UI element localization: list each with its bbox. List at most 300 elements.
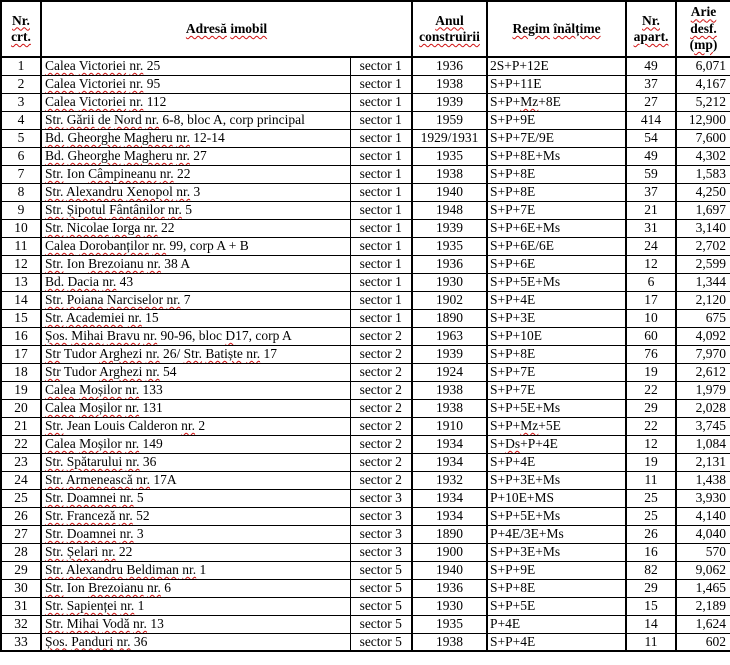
- cell-year: 1924: [412, 363, 487, 381]
- cell-sector: sector 1: [350, 165, 412, 183]
- cell-regim: S+P+Mz+5E: [487, 417, 626, 435]
- spellcheck-underline: Gheorghe: [67, 147, 121, 163]
- spellcheck-underline: Bravu: [106, 327, 140, 343]
- cell-apart: 54: [626, 129, 676, 147]
- table-header: [1, 1, 730, 57]
- spellcheck-underline: Nicolae: [66, 219, 109, 235]
- spellcheck-underline: Calea: [45, 237, 76, 253]
- spellcheck-underline: Brezoianu: [88, 255, 144, 271]
- spellcheck-underline: Bd.: [45, 273, 65, 289]
- cell-nr: 29: [1, 561, 41, 579]
- cell-area: 4,140: [676, 507, 730, 525]
- cell-apart: 22: [626, 381, 676, 399]
- cell-sector: sector 1: [350, 255, 412, 273]
- header-nr-crt: [1, 1, 41, 57]
- spellcheck-underline: Nord: [114, 111, 142, 127]
- table-row: [1, 525, 730, 543]
- cell-apart: 25: [626, 489, 676, 507]
- cell-area: 4,040: [676, 525, 730, 543]
- cell-nr: 14: [1, 291, 41, 309]
- cell-area: 1,583: [676, 165, 730, 183]
- cell-year: 1930: [412, 273, 487, 291]
- cell-area: 675: [676, 309, 730, 327]
- cell-area: 570: [676, 543, 730, 561]
- spellcheck-underline: Str.: [45, 309, 64, 325]
- cell-apart: 11: [626, 633, 676, 651]
- table-row: [1, 633, 730, 651]
- spellcheck-underline: nr.: [125, 399, 140, 415]
- cell-regim: S+P+11E: [487, 75, 626, 93]
- spellcheck-underline: Str.: [45, 201, 64, 217]
- cell-nr: 2: [1, 75, 41, 93]
- table-body: [1, 57, 730, 651]
- cell-year: 1890: [412, 309, 487, 327]
- spellcheck-underline: Str.: [45, 489, 64, 505]
- cell-apart: 12: [626, 435, 676, 453]
- cell-area: 4,302: [676, 147, 730, 165]
- spellcheck-underline: Poiana: [66, 291, 104, 307]
- cell-address: Str. Ion Câmpineanu nr. 22: [41, 165, 350, 183]
- table-row: [1, 201, 730, 219]
- cell-sector: sector 1: [350, 129, 412, 147]
- cell-sector: sector 2: [350, 381, 412, 399]
- spellcheck-underline: nr.: [147, 255, 161, 271]
- cell-nr: 6: [1, 147, 41, 165]
- cell-sector: sector 3: [350, 507, 412, 525]
- spellcheck-underline: Arghezi: [99, 345, 143, 361]
- cell-area: 4,167: [676, 75, 730, 93]
- spellcheck-underline: nr.: [168, 201, 182, 217]
- cell-area: 4,092: [676, 327, 730, 345]
- cell-sector: sector 5: [350, 579, 412, 597]
- cell-year: 1939: [412, 345, 487, 363]
- cell-area: 2,612: [676, 363, 730, 381]
- cell-year: 1902: [412, 291, 487, 309]
- spellcheck-underline: Armenească: [66, 471, 133, 487]
- table-row: [1, 255, 730, 273]
- spellcheck-underline: nr.: [176, 147, 190, 163]
- cell-apart: 19: [626, 453, 676, 471]
- cell-year: 1936: [412, 57, 487, 75]
- cell-regim: S+P+7E: [487, 201, 626, 219]
- cell-nr: 21: [1, 417, 41, 435]
- spellcheck-underline: nr.: [125, 381, 140, 397]
- cell-regim: 2S+P+12E: [487, 57, 626, 75]
- cell-area: 6,071: [676, 57, 730, 75]
- cell-sector: sector 1: [350, 75, 412, 93]
- cell-nr: 18: [1, 363, 41, 381]
- cell-nr: 16: [1, 327, 41, 345]
- table-row: [1, 417, 730, 435]
- cell-apart: 25: [626, 507, 676, 525]
- cell-apart: 14: [626, 615, 676, 633]
- cell-nr: 27: [1, 525, 41, 543]
- cell-sector: sector 1: [350, 237, 412, 255]
- cell-regim: S+Ds+P+4E: [487, 435, 626, 453]
- cell-nr: 31: [1, 597, 41, 615]
- cell-address: Str Tudor Arghezi nr. 26/ Str. Batiște nr. 17: [41, 345, 350, 363]
- cell-apart: 37: [626, 183, 676, 201]
- cell-year: 1936: [412, 255, 487, 273]
- spellcheck-underline: Str.: [45, 453, 64, 469]
- cell-sector: sector 1: [350, 309, 412, 327]
- cell-area: 2,599: [676, 255, 730, 273]
- cell-nr: 4: [1, 111, 41, 129]
- spellcheck-underline: de: [97, 111, 111, 127]
- cell-area: 4,250: [676, 183, 730, 201]
- cell-address: Str. Șelari nr. 22: [41, 543, 350, 561]
- spellcheck-underline: Str.: [45, 417, 64, 433]
- spellcheck-underline: nr.: [118, 507, 133, 523]
- spellcheck-underline: Str.: [45, 471, 64, 487]
- table-row: [1, 111, 730, 129]
- spellcheck-underline: Iorga: [112, 219, 141, 235]
- cell-nr: 19: [1, 381, 41, 399]
- cell-apart: 24: [626, 237, 676, 255]
- spellcheck-underline: Magheru: [123, 147, 173, 163]
- table-row: [1, 57, 730, 75]
- cell-address: Calea Moșilor nr. 149: [41, 435, 350, 453]
- cell-year: 1939: [412, 219, 487, 237]
- spellcheck-underline: Str.: [45, 543, 64, 559]
- spellcheck-underline: nr.: [145, 111, 160, 127]
- cell-nr: 22: [1, 435, 41, 453]
- spellcheck-underline: nr.: [166, 291, 181, 307]
- spellcheck-underline: Nr.: [12, 12, 30, 28]
- cell-nr: 10: [1, 219, 41, 237]
- table-row: [1, 561, 730, 579]
- cell-nr: 11: [1, 237, 41, 255]
- cell-year: 1940: [412, 183, 487, 201]
- table-row: [1, 435, 730, 453]
- spellcheck-underline: Batiște: [205, 345, 243, 361]
- cell-nr: 12: [1, 255, 41, 273]
- table-row: [1, 291, 730, 309]
- spellcheck-underline: nr.: [102, 273, 117, 289]
- spellcheck-underline: Șos.: [45, 633, 68, 649]
- cell-apart: 31: [626, 219, 676, 237]
- cell-apart: 76: [626, 345, 676, 363]
- cell-area: 1,979: [676, 381, 730, 399]
- cell-area: 3,745: [676, 417, 730, 435]
- spellcheck-underline: Gheorghe: [67, 129, 121, 145]
- table-row: [1, 453, 730, 471]
- cell-apart: 49: [626, 147, 676, 165]
- cell-regim: S+P+5E+Ms: [487, 399, 626, 417]
- cell-address: Str. Ion Brezoianu nr. 38 A: [41, 255, 350, 273]
- header-arie-desf: Arie desf. (mp): [676, 1, 730, 57]
- spellcheck-underline: nr.: [246, 345, 261, 361]
- spellcheck-underline: nr.: [145, 345, 160, 361]
- table-row: [1, 543, 730, 561]
- cell-sector: sector 1: [350, 147, 412, 165]
- spellcheck-underline: nr.: [129, 58, 144, 74]
- table-row: [1, 381, 730, 399]
- cell-regim: S+P+Mz+8E: [487, 93, 626, 111]
- spellcheck-underline: Doamnei: [66, 525, 117, 541]
- spellcheck-underline: nr.: [147, 579, 161, 595]
- cell-address: Str. Spătarului nr. 36: [41, 453, 350, 471]
- cell-nr: 32: [1, 615, 41, 633]
- table-row: [1, 471, 730, 489]
- cell-year: 1934: [412, 453, 487, 471]
- cell-address: Str. Sapienței nr. 1: [41, 597, 350, 615]
- spellcheck-underline: nr.: [176, 183, 191, 199]
- cell-address: Str. Ion Brezoianu nr. 6: [41, 579, 350, 597]
- cell-apart: 37: [626, 75, 676, 93]
- spellcheck-underline: Str.: [45, 291, 64, 307]
- cell-year: 1938: [412, 165, 487, 183]
- spellcheck-underline: imobil: [230, 20, 268, 36]
- spellcheck-underline: Mz: [520, 417, 539, 433]
- cell-nr: 23: [1, 453, 41, 471]
- spellcheck-underline: Moșilor: [79, 399, 122, 415]
- cell-sector: sector 1: [350, 111, 412, 129]
- spellcheck-underline: înălțime: [553, 20, 601, 36]
- spellcheck-underline: Str.: [183, 345, 202, 361]
- table-row: [1, 345, 730, 363]
- cell-address: Str. Alexandru Beldiman nr. 1: [41, 561, 350, 579]
- cell-apart: 60: [626, 327, 676, 345]
- table-row: [1, 309, 730, 327]
- spellcheck-underline: Fântânilor: [109, 201, 165, 217]
- spellcheck-underline: Doamnei: [66, 489, 117, 505]
- spellcheck-underline: nr.: [182, 561, 197, 577]
- header-row: [1, 1, 730, 57]
- spellcheck-underline: Str.: [45, 525, 64, 541]
- cell-address: Bd. Gheorghe Magheru nr. 12-14: [41, 129, 350, 147]
- table-row: [1, 129, 730, 147]
- spellcheck-underline: Arie: [690, 4, 717, 20]
- spellcheck-underline: nr.: [176, 129, 190, 145]
- cell-address: Str. Alexandru Xenopol nr. 3: [41, 183, 350, 201]
- cell-address: Calea Victoriei nr. 25: [41, 57, 350, 75]
- spellcheck-underline: Xenopol: [126, 183, 173, 199]
- spellcheck-underline: Calea: [45, 75, 76, 91]
- spellcheck-underline: nr.: [116, 633, 131, 649]
- header-adresa-imobil: [41, 1, 412, 57]
- cell-apart: 21: [626, 201, 676, 219]
- spellcheck-underline: nr.: [136, 471, 151, 487]
- cell-address: Calea Moșilor nr. 133: [41, 381, 350, 399]
- cell-apart: 82: [626, 561, 676, 579]
- cell-area: 1,438: [676, 471, 730, 489]
- cell-regim: S+P+8E: [487, 345, 626, 363]
- table-row: [1, 219, 730, 237]
- spellcheck-underline: nr.: [129, 93, 144, 109]
- table-row: [1, 165, 730, 183]
- cell-regim: S+P+10E: [487, 327, 626, 345]
- cell-nr: 28: [1, 543, 41, 561]
- cell-year: 1938: [412, 75, 487, 93]
- spellcheck-underline: Narciselor: [106, 291, 164, 307]
- cell-apart: 11: [626, 471, 676, 489]
- spellcheck-underline: Mihai: [66, 615, 100, 631]
- cell-regim: S+P+6E+Ms: [487, 219, 626, 237]
- spellcheck-underline: Șipotul: [66, 201, 106, 217]
- cell-sector: sector 2: [350, 363, 412, 381]
- spellcheck-underline: Magheru: [123, 129, 173, 145]
- spellcheck-underline: Str.: [45, 111, 64, 127]
- cell-apart: 49: [626, 57, 676, 75]
- cell-year: 1934: [412, 507, 487, 525]
- cell-apart: 19: [626, 363, 676, 381]
- table-row: [1, 237, 730, 255]
- cell-apart: 16: [626, 543, 676, 561]
- spellcheck-underline: apart.: [633, 29, 669, 44]
- cell-year: 1934: [412, 489, 487, 507]
- cell-year: 1938: [412, 381, 487, 399]
- spellcheck-underline: Str.: [45, 507, 64, 523]
- cell-regim: S+P+9E: [487, 561, 626, 579]
- spellcheck-underline: Str.: [45, 597, 64, 613]
- cell-area: 3,140: [676, 219, 730, 237]
- cell-address: Str. Doamnei nr. 3: [41, 525, 350, 543]
- spellcheck-underline: Dacia: [67, 273, 99, 289]
- cell-nr: 7: [1, 165, 41, 183]
- spellcheck-underline: nr.: [119, 525, 134, 541]
- cell-sector: sector 1: [350, 183, 412, 201]
- cell-area: 3,930: [676, 489, 730, 507]
- spellcheck-underline: nr.: [159, 165, 174, 181]
- spellcheck-underline: Beldiman: [126, 561, 179, 577]
- table-row: [1, 183, 730, 201]
- cell-sector: sector 2: [350, 453, 412, 471]
- cell-nr: 9: [1, 201, 41, 219]
- spellcheck-underline: nr.: [129, 75, 144, 91]
- cell-year: 1939: [412, 93, 487, 111]
- cell-area: 1,465: [676, 579, 730, 597]
- table-row: [1, 363, 730, 381]
- cell-regim: P+4E: [487, 615, 626, 633]
- cell-area: 602: [676, 633, 730, 651]
- cell-area: 2,189: [676, 597, 730, 615]
- cell-apart: 29: [626, 399, 676, 417]
- spellcheck-underline: nr.: [152, 237, 167, 253]
- spellcheck-underline: Ds: [505, 435, 521, 451]
- cell-nr: 26: [1, 507, 41, 525]
- table-row: [1, 147, 730, 165]
- cell-apart: 15: [626, 597, 676, 615]
- cell-year: 1963: [412, 327, 487, 345]
- cell-regim: S+P+5E+Ms: [487, 273, 626, 291]
- spellcheck-underline: Dorobanților: [79, 237, 149, 253]
- spellcheck-underline: Calea: [45, 399, 76, 415]
- cell-regim: S+P+8E: [487, 165, 626, 183]
- cell-apart: 59: [626, 165, 676, 183]
- cell-nr: 30: [1, 579, 41, 597]
- spellcheck-underline: Alexandru: [66, 561, 124, 577]
- cell-year: 1930: [412, 597, 487, 615]
- cell-regim: S+P+4E: [487, 453, 626, 471]
- spellcheck-underline: Gării: [66, 111, 95, 127]
- cell-regim: S+P+3E: [487, 309, 626, 327]
- cell-address: Calea Moșilor nr. 131: [41, 399, 350, 417]
- table-row: [1, 489, 730, 507]
- cell-address: Str. Nicolae Iorga nr. 22: [41, 219, 350, 237]
- spellcheck-underline: nr.: [133, 615, 147, 631]
- cell-address: Șos. Panduri nr. 36: [41, 633, 350, 651]
- spellcheck-underline: nr.: [119, 489, 134, 505]
- cell-regim: S+P+8E: [487, 183, 626, 201]
- cell-address: Str Tudor Arghezi nr. 54: [41, 363, 350, 381]
- header-nr-apart: [626, 1, 676, 57]
- cell-year: 1934: [412, 435, 487, 453]
- cell-address: Str. Șipotul Fântânilor nr. 5: [41, 201, 350, 219]
- spellcheck-underline: Str.: [45, 165, 64, 181]
- cell-regim: S+P+7E/9E: [487, 129, 626, 147]
- cell-year: 1936: [412, 579, 487, 597]
- spellcheck-underline: Str.: [45, 255, 64, 271]
- cell-nr: 25: [1, 489, 41, 507]
- cell-area: 1,697: [676, 201, 730, 219]
- spellcheck-underline: Victoriei: [78, 58, 127, 74]
- cell-nr: 17: [1, 345, 41, 363]
- header-regim-inaltime: [487, 1, 626, 57]
- cell-apart: 29: [626, 579, 676, 597]
- spellcheck-underline: Panduri: [71, 633, 114, 649]
- cell-apart: 26: [626, 525, 676, 543]
- spellcheck-underline: Franceză: [66, 507, 116, 523]
- cell-area: 2,702: [676, 237, 730, 255]
- spellcheck-underline: Calea: [45, 381, 76, 397]
- cell-area: 2,028: [676, 399, 730, 417]
- cell-regim: S+P+7E: [487, 381, 626, 399]
- cell-sector: sector 2: [350, 471, 412, 489]
- cell-nr: 24: [1, 471, 41, 489]
- spellcheck-underline: nr.: [181, 417, 196, 433]
- cell-year: 1890: [412, 525, 487, 543]
- spellcheck-underline: nr.: [143, 327, 158, 343]
- cell-regim: S+P+4E: [487, 633, 626, 651]
- cell-apart: 12: [626, 255, 676, 273]
- spellcheck-underline: Calea: [45, 93, 76, 109]
- spellcheck-underline: nr.: [145, 363, 160, 379]
- cell-year: 1910: [412, 417, 487, 435]
- cell-apart: 414: [626, 111, 676, 129]
- cell-area: 9,062: [676, 561, 730, 579]
- cell-area: 7,970: [676, 345, 730, 363]
- spellcheck-underline: crt.: [11, 29, 31, 44]
- cell-sector: sector 1: [350, 57, 412, 75]
- cell-nr: 5: [1, 129, 41, 147]
- spellcheck-underline: nr.: [127, 309, 142, 325]
- spellcheck-underline: Str.: [45, 219, 64, 235]
- spellcheck-underline: Str.: [45, 615, 64, 631]
- cell-nr: 33: [1, 633, 41, 651]
- cell-year: 1959: [412, 111, 487, 129]
- cell-year: 1935: [412, 147, 487, 165]
- spellcheck-underline: Str: [45, 345, 61, 361]
- cell-address: Șos. Mihai Bravu nr. 90-96, bloc D17, corp A: [41, 327, 350, 345]
- cell-regim: S+P+6E/6E: [487, 237, 626, 255]
- cell-sector: sector 1: [350, 201, 412, 219]
- cell-year: 1935: [412, 615, 487, 633]
- spellcheck-underline: Arghezi: [99, 363, 143, 379]
- spellcheck-underline: Bd.: [45, 147, 65, 163]
- spellcheck-underline: Str.: [45, 561, 64, 577]
- spellcheck-underline: Alexandru: [66, 183, 124, 199]
- cell-regim: S+P+8E: [487, 579, 626, 597]
- spellcheck-underline: Regim: [512, 20, 550, 36]
- cell-regim: S+P+3E+Ms: [487, 471, 626, 489]
- cell-regim: S+P+3E+Ms: [487, 543, 626, 561]
- spellcheck-underline: Str: [45, 363, 61, 379]
- cell-sector: sector 3: [350, 525, 412, 543]
- cell-apart: 6: [626, 273, 676, 291]
- cell-regim: S+P+5E: [487, 597, 626, 615]
- cell-address: Str. Armenească nr. 17A: [41, 471, 350, 489]
